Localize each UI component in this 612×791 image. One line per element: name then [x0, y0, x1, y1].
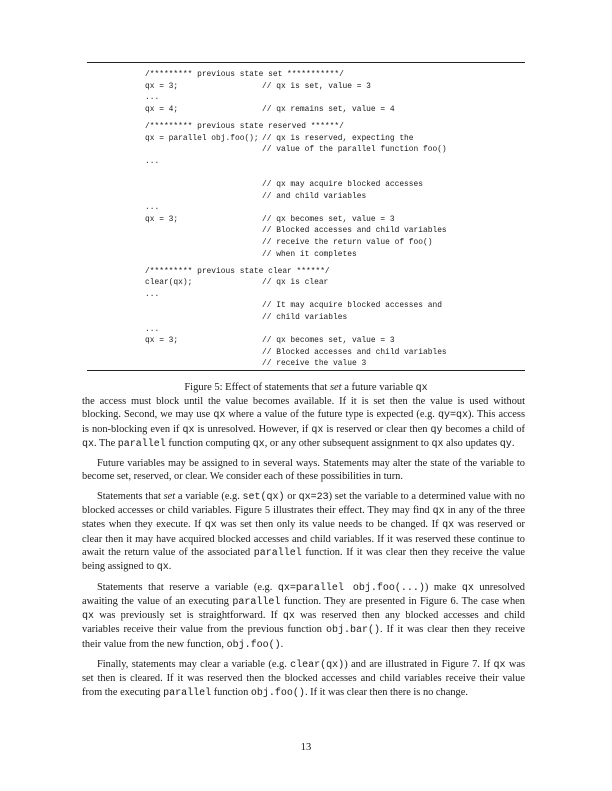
code-line — [145, 144, 447, 156]
code-comment: // qx becomes set, value = 3 — [262, 214, 395, 224]
code-line — [145, 324, 344, 336]
text-run: . — [280, 638, 284, 650]
text-run: . — [168, 561, 172, 573]
code-line — [145, 156, 344, 168]
code-line — [145, 191, 367, 203]
code-comment: // and child variables — [262, 191, 367, 201]
figure-caption — [0, 382, 612, 394]
text-run: ) and are illustrated in Figure 7. If — [344, 659, 494, 671]
inline-code: parallel — [163, 687, 212, 699]
text-run: also updates — [443, 437, 500, 449]
code-line — [145, 277, 344, 289]
text-run: unresolved awaiting the value of an executing — [82, 581, 525, 607]
text-run: , or any other subsequent assignment to — [264, 437, 432, 449]
text-run: Future variables may be assigned to in several ways. Statements may alter the state of the variable to become set, reserved, or clear. We consider each of these possibilities in turn. — [82, 458, 525, 483]
inline-code: qx — [213, 410, 226, 422]
code-comment: // when it completes — [262, 249, 357, 259]
paragraph — [82, 658, 525, 700]
code-comment: // qx becomes set, value = 3 — [262, 336, 395, 346]
text-run: . The — [94, 437, 118, 449]
code-line — [145, 300, 442, 312]
inline-code: qx — [442, 520, 455, 532]
code-comment: // Blocked accesses and child variables — [262, 226, 447, 236]
emphasis-text: set — [163, 490, 176, 502]
code-statement: qx = 4; — [145, 104, 179, 114]
inline-code: qx — [82, 611, 95, 623]
code-line — [145, 347, 447, 359]
inline-code: qx — [415, 383, 428, 394]
code-statement: ... — [145, 203, 160, 213]
inline-code: clear(qx) — [290, 660, 345, 672]
code-comment: // receive the value 3 — [262, 359, 367, 369]
inline-code: qx — [282, 611, 295, 623]
text-run: Figure 5: Effect of statements that — [184, 382, 330, 393]
figure-bottom-rule — [87, 370, 525, 371]
inline-code: qx — [204, 520, 217, 532]
code-statement: ... — [145, 156, 160, 166]
page-number: 13 — [300, 742, 312, 753]
code-statement: /********* previous state clear ******/ — [145, 266, 330, 276]
code-line — [145, 214, 395, 226]
code-comment: // It may acquire blocked accesses and — [262, 301, 442, 311]
code-line — [145, 81, 371, 93]
code-statement: clear(qx); — [145, 278, 193, 288]
code-line — [145, 312, 348, 324]
text-run: is unresolved. However, if — [194, 423, 312, 435]
code-line — [145, 225, 447, 237]
code-comment: // child variables — [262, 313, 348, 323]
inline-code: qx — [432, 506, 445, 518]
text-run: was reserved or clear then it may have acquired blocked accesses and child variables. If it was reserved these continue to await the return value of the associated — [82, 519, 525, 558]
text-run: function — [211, 686, 251, 698]
inline-code: parallel — [117, 438, 166, 450]
code-line — [145, 104, 395, 116]
inline-code: qx — [252, 438, 265, 450]
code-statement: qx = 3; — [145, 336, 179, 346]
code-statement: qx = parallel obj.foo(); — [145, 133, 259, 143]
code-comment: // Blocked accesses and child variables — [262, 347, 447, 357]
inline-code: qy — [499, 438, 512, 450]
code-comment: // qx is reserved, expecting the — [262, 133, 414, 143]
code-line — [145, 358, 367, 370]
text-run: ) make — [424, 581, 462, 593]
text-run: a variable (e.g. — [175, 490, 243, 502]
inline-code: qx=23 — [298, 491, 329, 503]
paragraph — [82, 395, 525, 451]
inline-code: qy — [430, 424, 443, 436]
code-line — [145, 133, 414, 145]
inline-code: obj.bar() — [325, 625, 380, 637]
code-comment: // qx may acquire blocked accesses — [262, 179, 423, 189]
code-statement: ... — [145, 93, 160, 103]
inline-code: obj.foo() — [250, 687, 305, 699]
inline-code: qy=qx — [437, 410, 468, 422]
figure-code-listing — [145, 69, 447, 370]
text-run: becomes a child of — [442, 423, 525, 435]
code-line — [145, 289, 344, 301]
inline-code: qx — [156, 562, 169, 574]
figure-top-rule — [87, 62, 525, 63]
text-run: a future variable — [341, 382, 416, 393]
code-statement: ... — [145, 324, 160, 334]
paragraph — [82, 490, 525, 575]
text-run: in any of the three states when they execute. If — [82, 505, 525, 531]
text-run: Finally, statements may clear a variable (e.g. — [97, 659, 291, 671]
code-statement: qx = 3; — [145, 214, 179, 224]
text-run: Statements that reserve a variable (e.g. — [97, 581, 278, 593]
inline-code: qx — [493, 660, 506, 672]
text-run: . If it was clear then they receive their value from the new function, — [82, 624, 525, 650]
body-text — [82, 395, 525, 706]
code-comment: // receive the return value of foo() — [262, 237, 433, 247]
inline-code: qx — [82, 438, 95, 450]
code-line — [145, 266, 344, 278]
text-run: function computing — [165, 437, 253, 449]
text-run: was set then only its value needs to be changed. If — [216, 519, 443, 531]
text-run: function. They are presented in Figure 6. The case when — [280, 595, 525, 607]
inline-code: qx — [461, 582, 474, 594]
code-statement: qx = 3; — [145, 81, 179, 91]
text-run: was reserved then any blocked accesses and child variables receive their value from the previous function — [82, 610, 525, 636]
inline-code: parallel — [253, 547, 302, 559]
code-line — [145, 202, 344, 214]
code-line — [145, 237, 433, 249]
code-line — [145, 249, 357, 261]
inline-code: parallel — [232, 596, 281, 608]
inline-code: qx — [182, 424, 195, 436]
inline-code: obj.foo() — [226, 639, 281, 651]
code-comment: // qx is clear — [262, 278, 329, 288]
inline-code: set(qx) — [242, 491, 285, 503]
inline-code: qx=parallel obj.foo(...) — [277, 582, 425, 594]
paragraph — [82, 581, 525, 652]
code-line — [145, 179, 423, 191]
inline-code: qx — [311, 424, 324, 436]
code-line — [145, 335, 395, 347]
code-statement: /********* previous state reserved ******/ — [145, 121, 344, 131]
text-run: the access must block until the value becomes available. If it is set then the value is used without blocking. Second, we may use — [82, 396, 525, 421]
text-run: or — [284, 490, 299, 502]
text-run: ). This access is non-blocking even if — [82, 409, 525, 435]
text-run: . — [511, 437, 515, 449]
code-line — [145, 92, 344, 104]
text-run: is reserved or clear then — [323, 423, 431, 435]
code-statement: ... — [145, 289, 160, 299]
code-comment: // qx remains set, value = 4 — [262, 104, 395, 114]
emphasis-text: set — [329, 382, 342, 393]
text-run: was set then is cleared. If it was reserved then the blocked accesses and child variables receive their value from the executing — [82, 659, 525, 698]
text-run: Statements that — [97, 490, 164, 502]
text-run: . If it was clear then there is no change. — [304, 686, 468, 698]
text-run: was previously set is straightforward. If — [94, 610, 283, 622]
code-line — [145, 167, 344, 179]
text-run: ) set the variable to a determined value with no blocked accesses or child variables. Figure 5 illustrates their effect. They may find — [82, 490, 525, 517]
code-comment: // value of the parallel function foo() — [262, 145, 447, 155]
code-comment: // qx is set, value = 3 — [262, 81, 371, 91]
text-run: function. If it was clear then they receive the value being assigned to — [82, 546, 526, 573]
code-statement: /********* previous state set ***********/ — [145, 70, 344, 79]
code-line — [145, 69, 344, 81]
inline-code: qx — [431, 438, 444, 450]
code-line — [145, 121, 344, 133]
paragraph — [82, 457, 525, 484]
text-run: where a value of the future type is expected (e.g. — [225, 409, 438, 421]
